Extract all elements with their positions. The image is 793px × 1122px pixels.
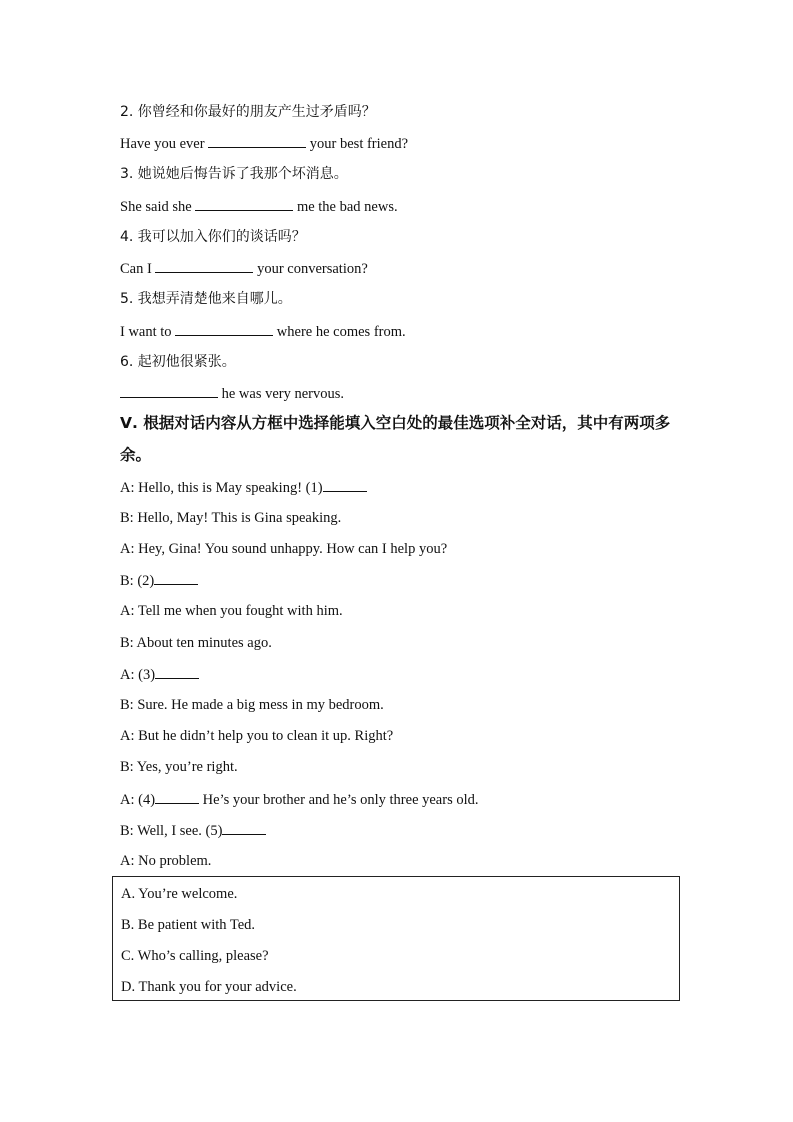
- dialogue-line: [120, 664, 199, 685]
- dialogue-line: [120, 695, 384, 715]
- dialogue-line: [120, 820, 266, 841]
- text-segment: B: Sure. He made a big mess in my bedroom.: [120, 697, 384, 713]
- answer-blank[interactable]: [175, 321, 273, 336]
- translation-item-6-zh: 6. 起初他很紧张。: [120, 354, 236, 370]
- translation-item-2-en: [120, 133, 408, 154]
- text-segment: me the bad news.: [293, 199, 398, 215]
- dialogue-line: [120, 633, 272, 653]
- text-segment: where he comes from.: [273, 324, 406, 340]
- text-segment: B: Yes, you’re right.: [120, 759, 238, 775]
- answer-blank[interactable]: [120, 383, 218, 398]
- text-segment: He’s your brother and he’s only three years old.: [199, 792, 479, 808]
- text-segment: A: Hello, this is May speaking! (1): [120, 480, 323, 496]
- text-segment: B: (2): [120, 573, 155, 589]
- text-segment: A: (3): [120, 667, 156, 683]
- translation-item-5-zh: 5. 我想弄清楚他来自哪儿。: [120, 291, 292, 307]
- option-d: D. Thank you for your advice.: [121, 979, 297, 995]
- dialogue-line: [120, 726, 393, 746]
- text-segment: Can I: [120, 261, 156, 277]
- translation-item-3-zh: 3. 她说她后悔告诉了我那个坏消息。: [120, 166, 348, 182]
- text-segment: A: No problem.: [120, 853, 212, 869]
- answer-blank-4[interactable]: [155, 789, 199, 804]
- text-segment: A: But he didn’t help you to clean it up. Right?: [120, 728, 394, 744]
- translation-item-2-zh: 2. 你曾经和你最好的朋友产生过矛盾吗？: [120, 104, 376, 120]
- answer-blank-5[interactable]: [222, 820, 266, 835]
- text-segment: B: About ten minutes ago.: [120, 635, 272, 651]
- text-segment: he was very nervous.: [218, 386, 345, 402]
- text-segment: B: Well, I see. (5): [120, 823, 223, 839]
- answer-blank[interactable]: [208, 133, 306, 148]
- answer-blank-1[interactable]: [323, 477, 367, 492]
- answer-blank-3[interactable]: [155, 664, 199, 679]
- text-segment: A: Tell me when you fought with him.: [120, 603, 343, 619]
- dialogue-line: [120, 570, 198, 591]
- text-segment: Have you ever: [120, 136, 209, 152]
- answer-blank-2[interactable]: [154, 570, 198, 585]
- options-box: [112, 876, 680, 1001]
- option-c: C. Who’s calling, please?: [121, 948, 269, 964]
- answer-blank[interactable]: [155, 258, 253, 273]
- dialogue-line: [120, 477, 367, 498]
- text-segment: B: Hello, May! This is Gina speaking.: [120, 510, 342, 526]
- translation-item-4-en: [120, 258, 368, 279]
- text-segment: A: Hey, Gina! You sound unhappy. How can I help you?: [120, 541, 448, 557]
- translation-item-4-zh: 4. 我可以加入你们的谈话吗？: [120, 229, 306, 245]
- text-segment: A: (4): [120, 792, 156, 808]
- option-b: B. Be patient with Ted.: [121, 917, 256, 933]
- text-segment: I want to: [120, 324, 176, 340]
- dialogue-line: [120, 539, 447, 559]
- dialogue-line: [120, 789, 479, 810]
- section-5-heading: Ⅴ. 根据对话内容从方框中选择能填入空白处的最佳选项补全对话，其中有两项多余。: [120, 414, 671, 464]
- answer-blank[interactable]: [195, 196, 293, 211]
- text-segment: your conversation?: [253, 261, 368, 277]
- translation-item-6-en: [120, 383, 344, 404]
- option-a: A. You’re welcome.: [121, 886, 238, 902]
- translation-item-5-en: [120, 321, 406, 342]
- dialogue-line: [120, 601, 343, 621]
- dialogue-line: [120, 508, 341, 528]
- dialogue-line: [120, 757, 238, 777]
- dialogue-line: [120, 851, 211, 871]
- text-segment: She said she: [120, 199, 196, 215]
- translation-item-3-en: [120, 196, 398, 217]
- text-segment: your best friend?: [306, 136, 409, 152]
